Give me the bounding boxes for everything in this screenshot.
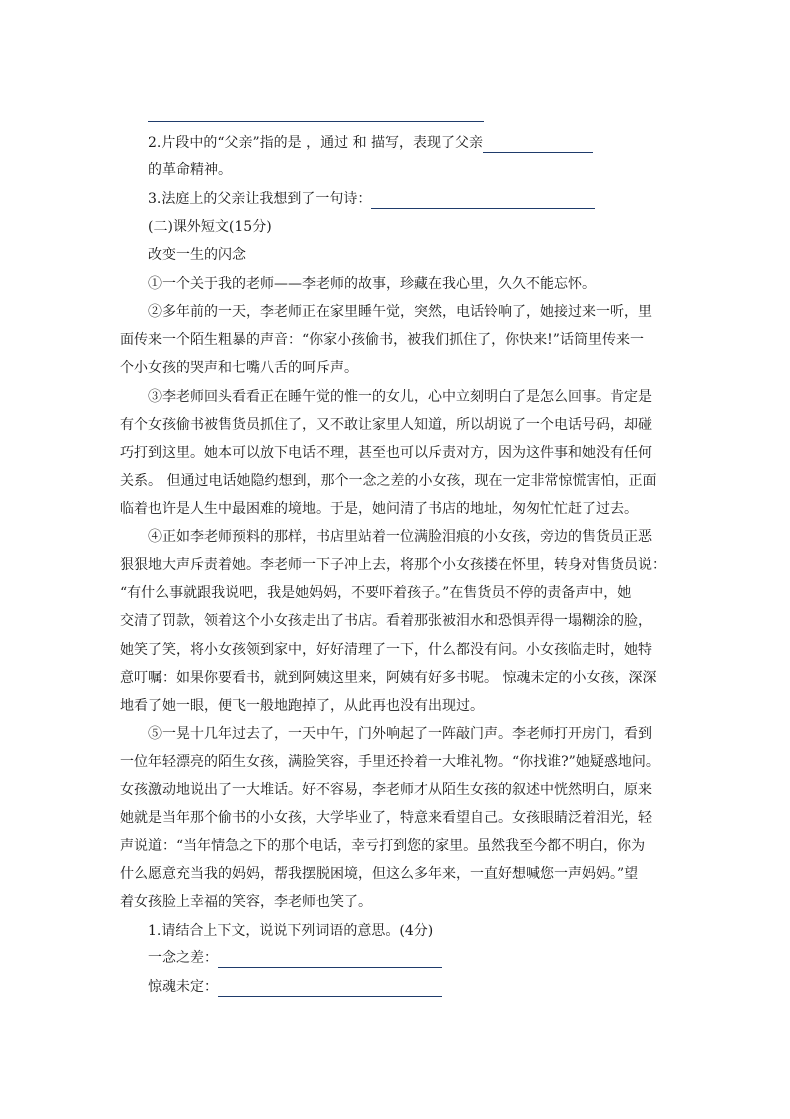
question-2-continued: 的革命精神。 xyxy=(148,162,232,178)
question-2 xyxy=(148,133,708,153)
paragraph-3-line: 关系。 但通过电话她隐约想到，那个一念之差的小女孩，现在一定非常惊慌害怕，正面 xyxy=(120,473,657,489)
paragraph-3-line: 临着也许是人生中最困难的境地。于是，她问清了书店的地址，匆匆忙忙赶了过去。 xyxy=(120,501,638,517)
paragraph-4-line: “有什么事就跟我说吧，我是她妈妈，不要吓着孩子。”在售货员不停的责备声中，她 xyxy=(120,585,632,601)
paragraph-4-line: 狠狠地大声斥责着她。李老师一下子冲上去，将那个小女孩搂在怀里，转身对售货员说： xyxy=(120,557,666,573)
paragraph-3-line: ③李老师回头看看正在睡午觉的惟一的女儿，心中立刻明白了是怎么回事。肯定是 xyxy=(148,389,652,405)
term-2-label: 惊魂未定： xyxy=(148,979,218,995)
paragraph-4-line: 地看了她一眼，便飞一般地跑掉了，从此再也没有出现过。 xyxy=(120,698,484,714)
term-1-blank[interactable] xyxy=(218,953,442,968)
passage-title: 改变一生的闪念 xyxy=(148,247,246,263)
question-3-blank[interactable] xyxy=(371,194,595,209)
question-3 xyxy=(148,189,708,209)
paragraph-1: ①一个关于我的老师——李老师的故事，珍藏在我心里，久久不能忘怀。 xyxy=(148,276,596,292)
paragraph-3-line: 有个女孩偷书被售货员抓住了，又不敢让家里人知道，所以胡说了一个电话号码，却碰 xyxy=(120,417,652,433)
answer-line-top xyxy=(148,121,484,122)
paragraph-5-line: 什么愿意充当我的妈妈，帮我摆脱困境，但这么多年来，一直好想喊您一声妈妈。”望 xyxy=(120,866,639,882)
paragraph-5-line: 她就是当年那个偷书的小女孩，大学毕业了，特意来看望自己。女孩眼睛泛着泪光，轻 xyxy=(120,810,652,826)
term-2-blank[interactable] xyxy=(218,982,442,997)
paragraph-5-line: 女孩激动地说出了一大堆话。好不容易，李老师才从陌生女孩的叙述中恍然明白，原来 xyxy=(120,782,652,798)
paragraph-4-line: 意叮嘱：如果你要看书，就到阿姨这里来，阿姨有好多书呢。 惊魂未定的小女孩，深深 xyxy=(120,670,657,686)
question-2-text: 2.片段中的“父亲”指的是 ，通过 和 描写，表现了父亲 xyxy=(148,135,484,151)
paragraph-5-line: 一位年轻漂亮的陌生女孩，满脸笑容，手里还拎着一大堆礼物。“你找谁?”她疑惑地问。 xyxy=(120,754,660,770)
paragraph-2-line: 面传来一个陌生粗暴的声音：“你家小孩偷书，被我们抓住了，你快来!”话筒里传来一 xyxy=(120,332,644,348)
paragraph-2-line: ②多年前的一天，李老师正在家里睡午觉，突然，电话铃响了，她接过来一听，里 xyxy=(148,304,652,320)
term-1-label: 一念之差： xyxy=(148,950,218,966)
paragraph-2-line: 个小女孩的哭声和七嘴八舌的呵斥声。 xyxy=(120,360,358,376)
question-1: 1.请结合上下文，说说下列词语的意思。(4分) xyxy=(148,923,434,939)
question-2-blank[interactable] xyxy=(483,138,593,153)
paragraph-5-line: ⑤一晃十几年过去了，一天中午，门外响起了一阵敲门声。李老师打开房门，看到 xyxy=(148,726,652,742)
paragraph-5-line: 声说道：“当年情急之下的那个电话，幸亏打到您的家里。虽然我至今都不明白，你为 xyxy=(120,838,646,854)
paragraph-4-line: 交清了罚款，领着这个小女孩走出了书店。看着那张被泪水和恐惧弄得一塌糊涂的脸， xyxy=(120,613,652,629)
section-heading: (二)课外短文(15分) xyxy=(148,219,272,235)
paragraph-4-line: ④正如李老师预料的那样，书店里站着一位满脸泪痕的小女孩，旁边的售货员正恶 xyxy=(148,529,652,545)
paragraph-4-line: 她笑了笑，将小女孩领到家中，好好清理了一下，什么都没有问。小女孩临走时，她特 xyxy=(120,642,652,658)
term-row-2 xyxy=(148,977,708,997)
term-row-1 xyxy=(148,948,708,968)
paragraph-5-line: 着女孩脸上幸福的笑容，李老师也笑了。 xyxy=(120,894,372,910)
paragraph-3-line: 巧打到这里。她本可以放下电话不理，甚至也可以斥责对方，因为这件事和她没有任何 xyxy=(120,445,652,461)
question-3-text: 3.法庭上的父亲让我想到了一句诗： xyxy=(148,191,372,207)
